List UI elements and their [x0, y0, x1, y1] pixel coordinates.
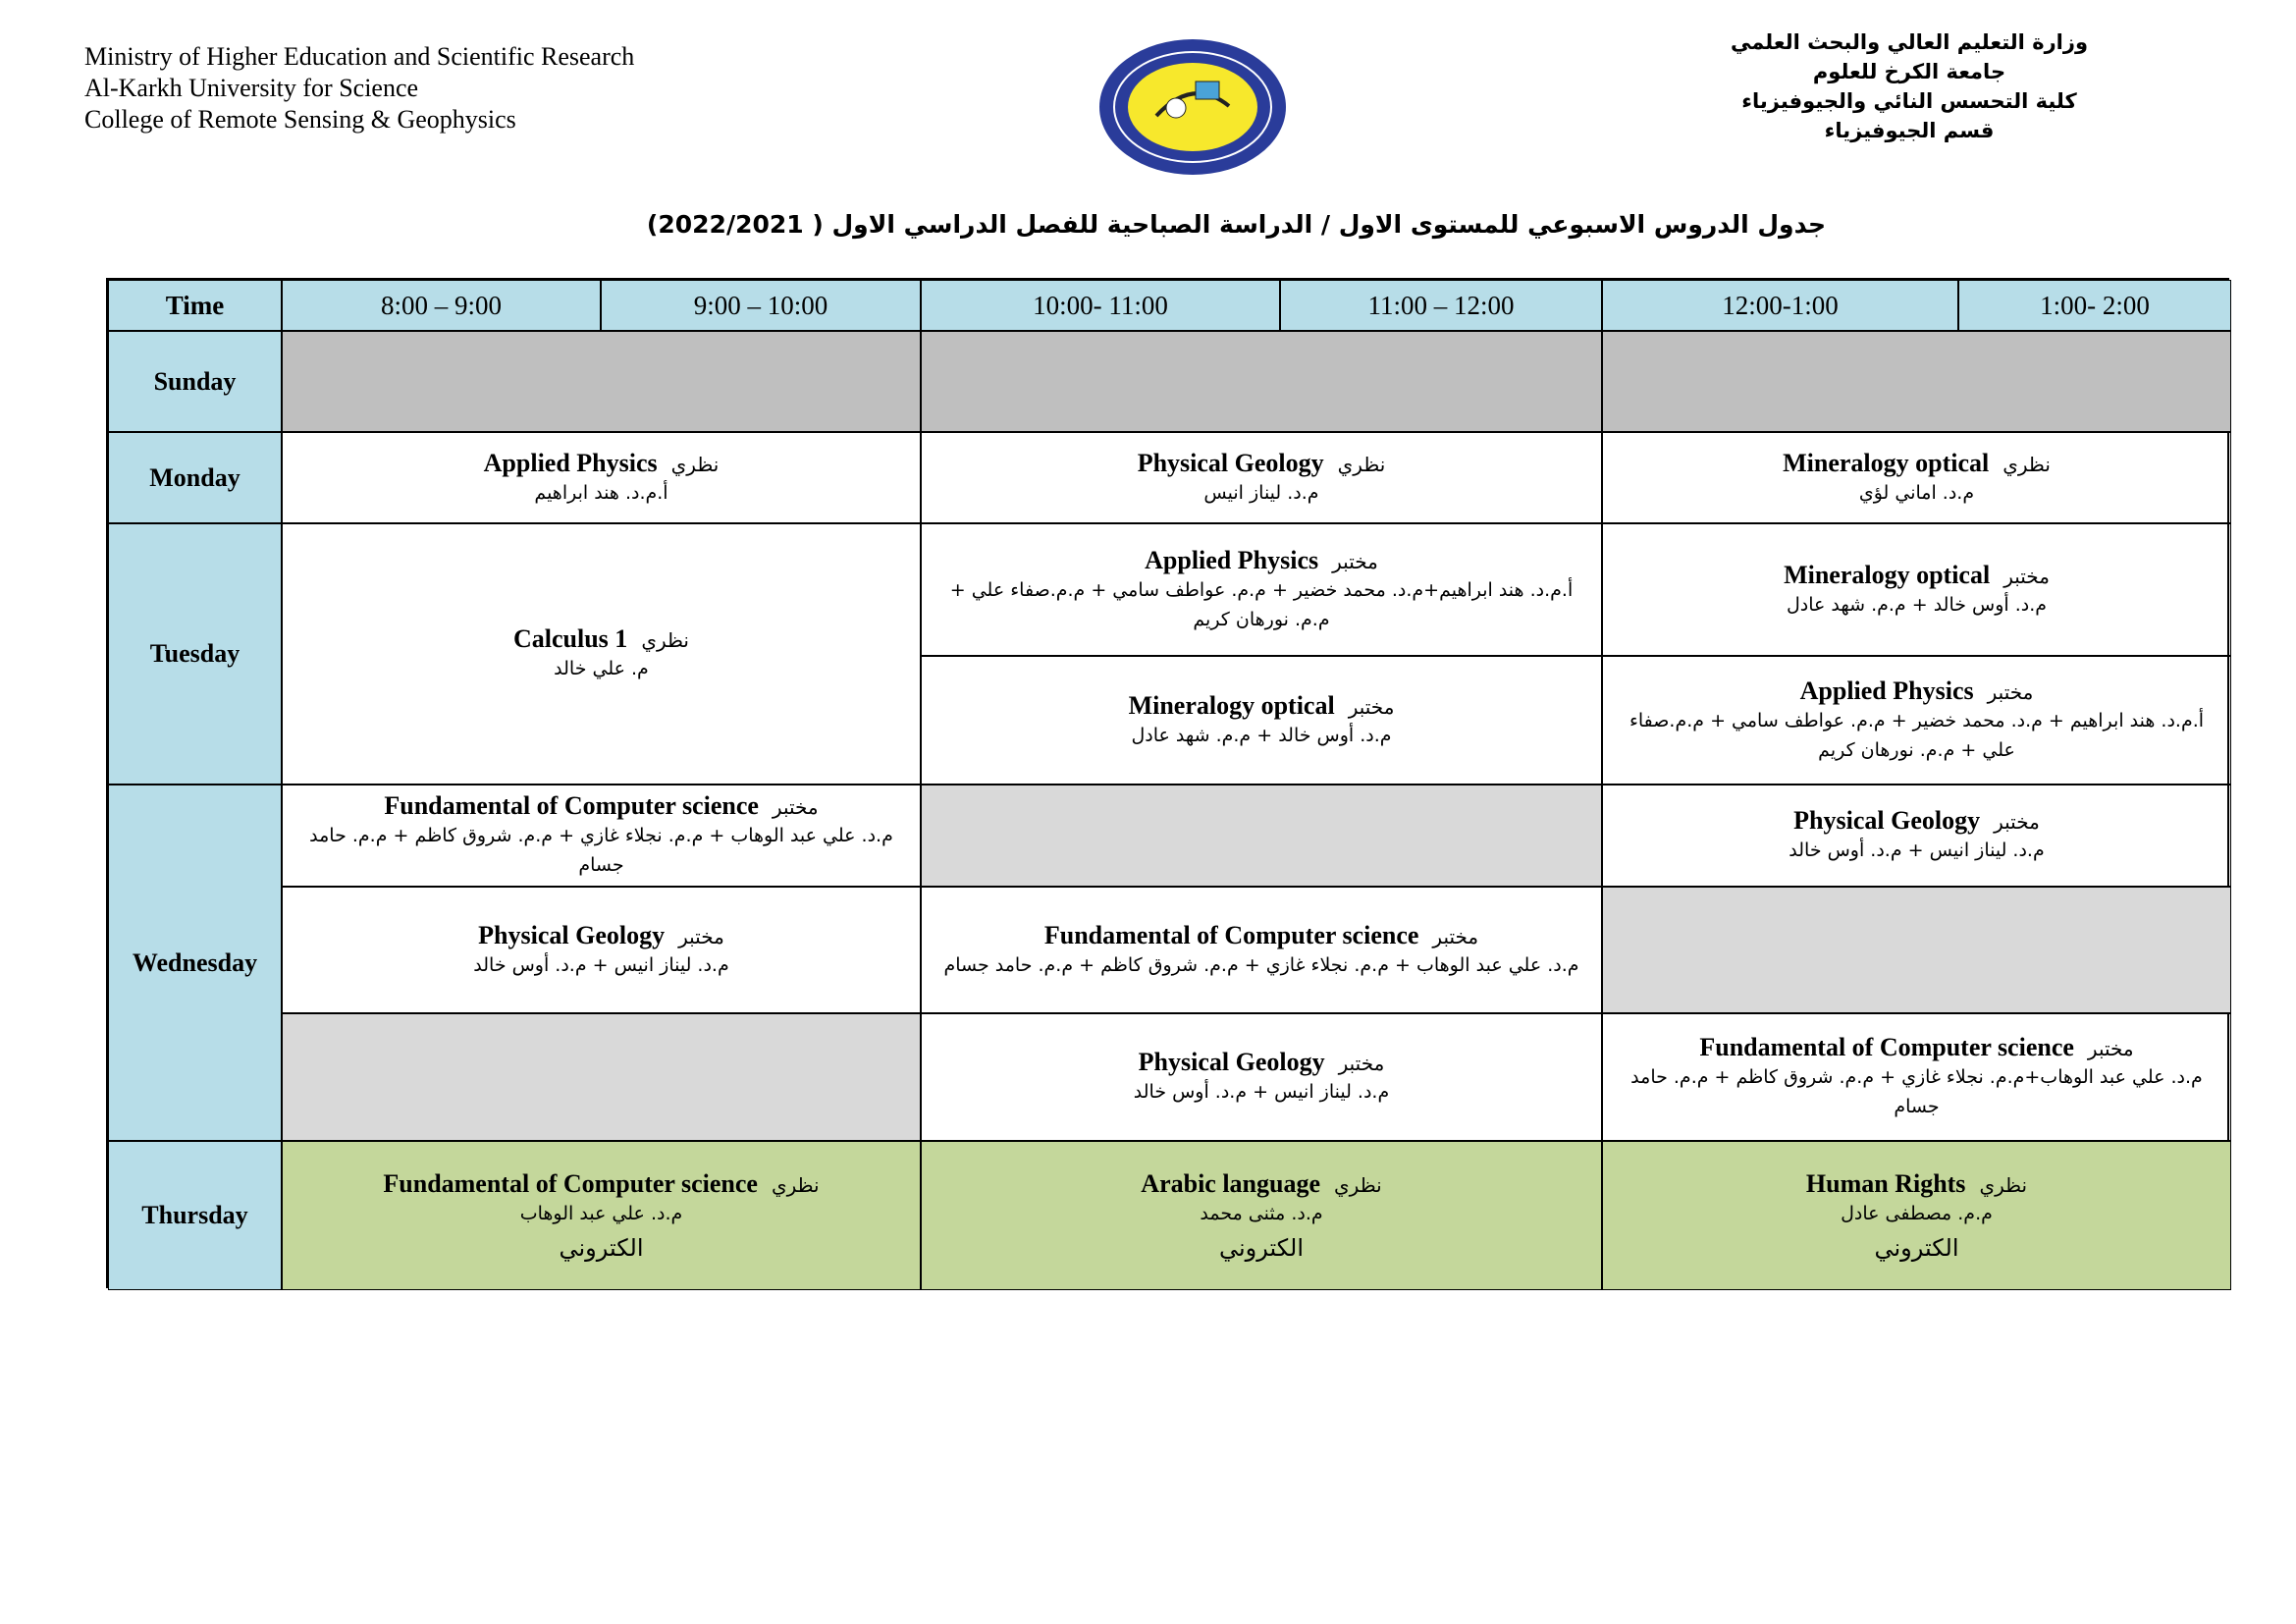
class-cell: [282, 523, 921, 785]
class-cell: [921, 887, 1602, 1013]
subject-line: [1145, 546, 1378, 575]
ministry-header-english: [84, 41, 634, 135]
subject-line: [1784, 561, 2050, 590]
instructors: م.د. أوس خالد + م.م. شهد عادل: [1131, 724, 1392, 746]
session-type: نظري: [771, 1173, 820, 1197]
slot-header: 10:00- 11:00: [921, 280, 1280, 331]
instructors: م.م. مصطفى عادل: [1841, 1203, 1993, 1224]
subject-line: [1800, 677, 2034, 706]
delivery-mode: الكتروني: [559, 1234, 644, 1262]
instructors: م.د. اماني لؤي: [1858, 481, 1975, 504]
university-name: Al-Karkh University for Science: [84, 74, 419, 102]
schedule-table: [106, 278, 2229, 1288]
slot-header: 12:00-1:00: [1602, 280, 1958, 331]
empty-cell: [282, 1013, 921, 1141]
class-cell: [1602, 432, 2231, 523]
class-cell: [921, 432, 1602, 523]
session-type: نظري: [1979, 1173, 2028, 1197]
instructors: أ.م.د. هند ابراهيم: [534, 481, 668, 504]
ministry-name-ar: وزارة التعليم العالي والبحث العلمي: [1730, 30, 2089, 54]
session-type: مختبر: [1332, 549, 1378, 573]
instructors: م.د. ليناز انيس: [1203, 481, 1319, 504]
empty-cell: [282, 331, 921, 432]
instructors: م.د. علي عبد الوهاب + م.م. نجلاء غازي + م.م. شروق كاظم + م.م. حامد جسام: [309, 825, 893, 876]
instructors: م.د. ليناز انيس + م.د. أوس خالد: [473, 953, 729, 976]
subject-line: [1138, 449, 1386, 478]
empty-cell: [921, 785, 1602, 887]
session-type: مختبر: [678, 924, 724, 948]
subject-name: Fundamental of Computer science: [383, 1169, 758, 1198]
college-name-ar: كلية التحسس النائي والجيوفيزياء: [1741, 89, 2077, 113]
session-type: مختبر: [1348, 694, 1395, 719]
class-cell: [282, 432, 921, 523]
subject-name: Physical Geology: [478, 920, 666, 949]
subject-name: Mineralogy optical: [1128, 690, 1335, 720]
session-type: مختبر: [1338, 1052, 1385, 1075]
college-name: College of Remote Sensing & Geophysics: [84, 105, 516, 134]
session-type: مختبر: [2087, 1037, 2134, 1060]
instructors: م.د. علي عبد الوهاب: [519, 1203, 683, 1224]
class-cell: [921, 1013, 1602, 1141]
subject-name: Physical Geology: [1138, 1048, 1325, 1076]
class-cell: [282, 887, 921, 1013]
empty-cell: [1602, 331, 2231, 432]
class-cell: [921, 523, 1602, 656]
subject-line: [1806, 1169, 2027, 1199]
class-cell: [921, 656, 1602, 785]
subject-line: [484, 449, 720, 478]
day-tuesday: Tuesday: [108, 523, 282, 785]
class-cell: [921, 1141, 1602, 1290]
slot-header: 8:00 – 9:00: [282, 280, 601, 331]
session-type: نظري: [1337, 452, 1386, 476]
slot-header: 1:00- 2:00: [1958, 280, 2231, 331]
university-name-ar: جامعة الكرخ للعلوم: [1812, 60, 2006, 83]
subject-line: [513, 624, 689, 654]
schedule-title: جدول الدروس الاسبوعي للمستوى الاول / الدراسة الصباحية للفصل الدراسي الاول ( 2022/2021): [646, 210, 1827, 239]
ministry-header-arabic: [1708, 27, 2110, 145]
class-cell: [1602, 523, 2231, 656]
slot-header: 9:00 – 10:00: [601, 280, 921, 331]
subject-name: Applied Physics: [483, 448, 658, 477]
empty-cell: [921, 331, 1602, 432]
subject-line: [478, 921, 724, 950]
empty-cell: [1602, 887, 2231, 1013]
subject-name: Calculus 1: [513, 624, 628, 653]
class-cell: [1602, 785, 2231, 887]
subject-line: [1699, 1033, 2133, 1062]
subject-line: [383, 1169, 819, 1199]
instructors: أ.م.د. هند ابراهيم+م.د. محمد خضير + م.م. عواطف سامي + م.م.صفاء علي + م.م. نورهان كريم: [949, 578, 1574, 630]
instructors: م.د. علي عبد الوهاب+م.م. نجلاء غازي + م.م. شروق كاظم + م.م. حامد جسام: [1630, 1066, 2203, 1117]
session-type: نظري: [1334, 1173, 1382, 1197]
subject-line: [1783, 449, 2051, 478]
subject-name: Fundamental of Computer science: [1699, 1033, 2074, 1061]
subject-name: Fundamental of Computer science: [384, 791, 759, 820]
delivery-mode: الكتروني: [1874, 1234, 1959, 1262]
session-type: مختبر: [2003, 564, 2050, 588]
subject-name: Fundamental of Computer science: [1043, 920, 1419, 949]
class-cell: [282, 785, 921, 887]
instructors: أ.م.د. هند ابراهيم + م.د. محمد خضير + م.م. عواطف سامي + م.م.صفاء علي + م.م. نورهان كريم: [1629, 709, 2205, 761]
subject-name: Mineralogy optical: [1784, 560, 1991, 589]
ministry-name: Ministry of Higher Education and Scientific Research: [84, 42, 635, 71]
subject-line: [1044, 921, 1478, 950]
session-type: مختبر: [1432, 924, 1479, 948]
instructors: م.د. علي عبد الوهاب + م.م. نجلاء غازي + م.م. شروق كاظم + م.م. حامد جسام: [943, 953, 1579, 976]
instructors: م.د. ليناز انيس + م.د. أوس خالد: [1133, 1081, 1390, 1103]
session-type: نظري: [670, 452, 720, 476]
session-type: نظري: [2002, 452, 2051, 476]
instructors: م.د. مثنى محمد: [1200, 1203, 1323, 1224]
subject-name: Applied Physics: [1145, 545, 1319, 574]
session-type: مختبر: [1994, 810, 2040, 834]
subject-name: Human Rights: [1805, 1169, 1966, 1198]
college-logo: [1097, 37, 1288, 177]
subject-line: [1139, 1048, 1385, 1077]
instructors: م. علي خالد: [554, 658, 649, 679]
subject-name: Applied Physics: [1799, 676, 1974, 705]
day-sunday: Sunday: [108, 331, 282, 432]
subject-line: [1793, 806, 2040, 836]
day-thursday: Thursday: [108, 1141, 282, 1290]
class-cell: [1602, 656, 2231, 785]
subject-name: Arabic language: [1141, 1169, 1321, 1198]
instructors: م.د. ليناز انيس + م.د. أوس خالد: [1789, 839, 2045, 861]
class-cell: [282, 1141, 921, 1290]
class-cell: [1602, 1141, 2231, 1290]
subject-line: [1141, 1169, 1381, 1199]
class-cell: [1602, 1013, 2231, 1141]
time-header: Time: [108, 280, 282, 331]
subject-name: Physical Geology: [1137, 448, 1324, 477]
subject-line: [384, 791, 818, 821]
day-monday: Monday: [108, 432, 282, 523]
subject-name: Mineralogy optical: [1783, 448, 1990, 477]
department-name-ar: قسم الجيوفيزياء: [1824, 119, 1995, 142]
subject-line: [1129, 691, 1395, 721]
slot-header: 11:00 – 12:00: [1280, 280, 1602, 331]
delivery-mode: الكتروني: [1219, 1234, 1304, 1262]
instructors: م.د. أوس خالد + م.م. شهد عادل: [1786, 593, 2048, 616]
session-type: مختبر: [1987, 679, 2034, 704]
session-type: نظري: [641, 628, 689, 652]
subject-name: Physical Geology: [1793, 806, 1981, 835]
day-wednesday: Wednesday: [108, 785, 282, 1141]
session-type: مختبر: [772, 795, 819, 819]
